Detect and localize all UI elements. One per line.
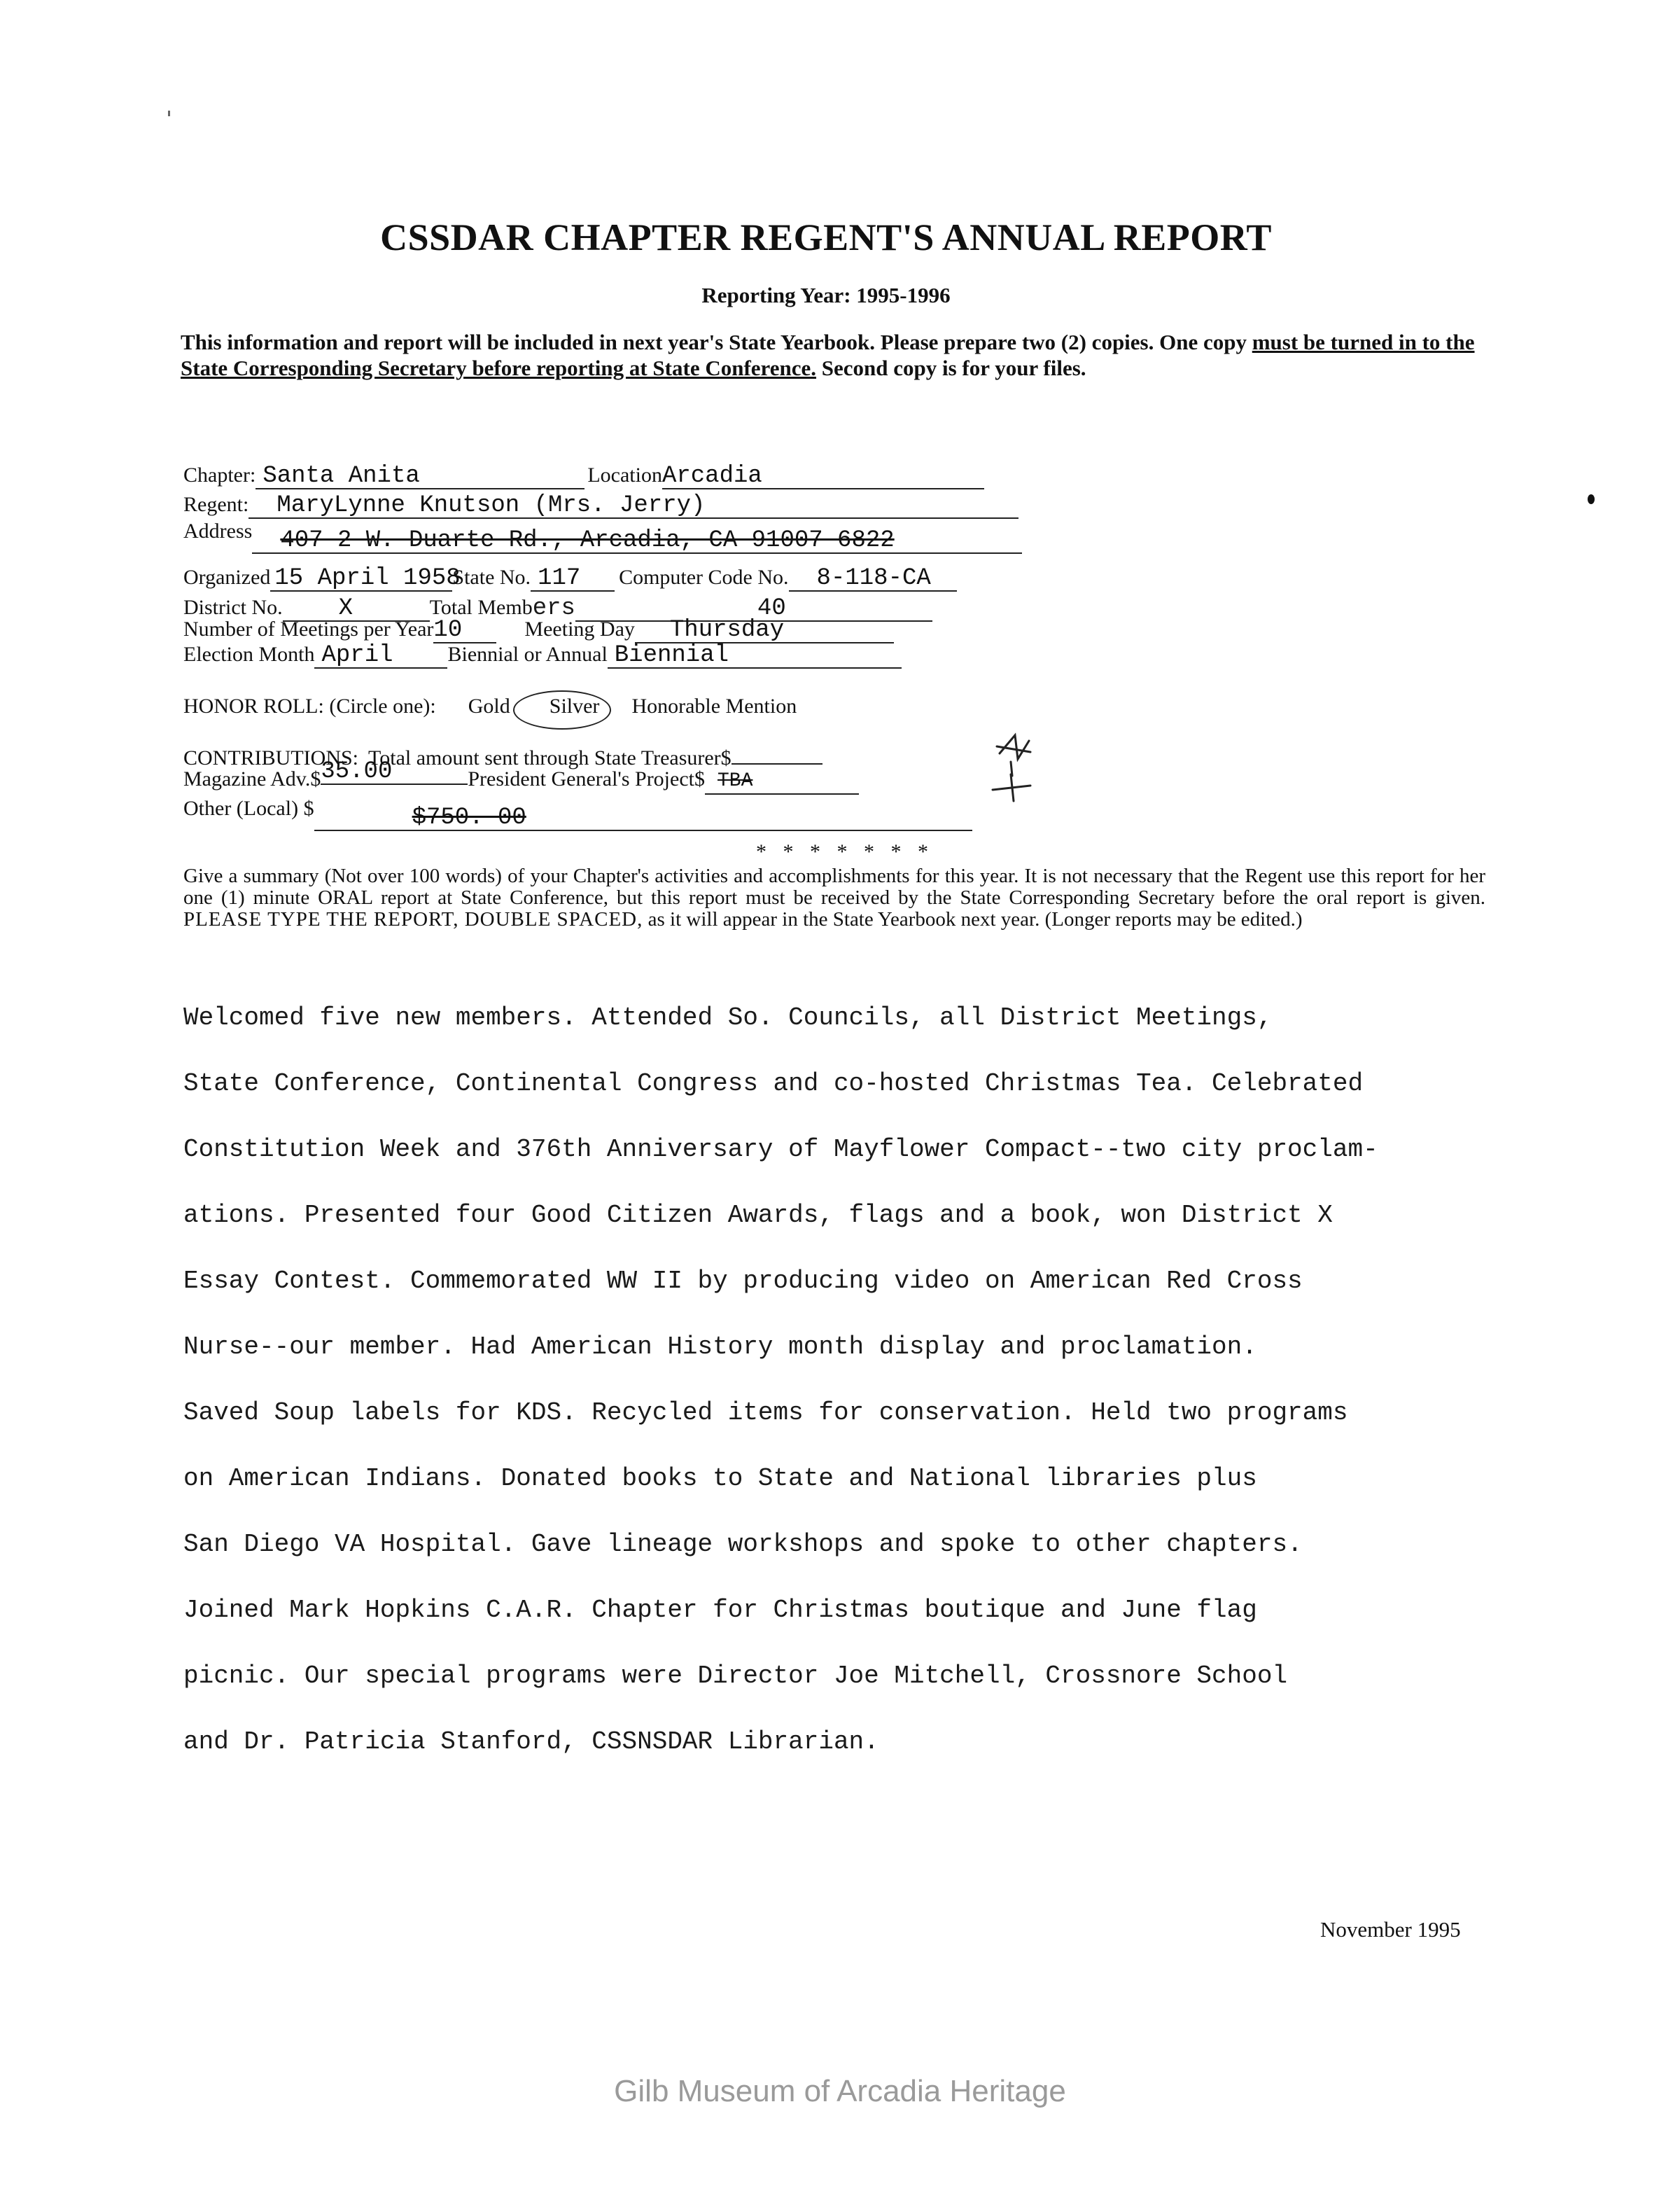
state-treasurer-label: Total amount sent through State Treasurer$ xyxy=(368,746,732,770)
summary-line: San Diego VA Hospital. Gave lineage workshops and spoke to other chapters. xyxy=(183,1530,1303,1559)
honor-option-honorable-mention[interactable]: Honorable Mention xyxy=(631,695,797,718)
instructions-text-1: Give a summary (Not over 100 words) of your Chapter's activities and accomplishments for this year. It is not necessary that the Regent use this report for her one (1) minute ORAL report at State Conference, but this report must be received by the State Corresponding Secretary before the oral report is given. xyxy=(183,865,1485,909)
honor-roll-line xyxy=(183,695,797,718)
other-line xyxy=(183,797,972,831)
summary-line: Saved Soup labels for KDS. Recycled items for conservation. Held two programs xyxy=(183,1398,1348,1427)
instructions-text-2: as it will appear in the State Yearbook next year. (Longer reports may be edited.) xyxy=(643,908,1303,931)
organized-line xyxy=(183,566,957,592)
total-members-field[interactable]: 40 xyxy=(575,597,932,622)
summary-line: on American Indians. Donated books to State and National libraries plus xyxy=(183,1464,1257,1493)
magazine-field[interactable]: 35.00 xyxy=(321,760,468,785)
election-field[interactable]: April xyxy=(314,643,447,669)
date-note: November 1995 xyxy=(1320,1917,1461,1942)
instructions-paragraph xyxy=(183,865,1485,931)
meetings-line xyxy=(183,618,894,643)
address-label: Address xyxy=(183,520,253,543)
intro-paragraph xyxy=(181,329,1483,381)
handwritten-star-mark xyxy=(987,725,1043,802)
summary-line: Essay Contest. Commemorated WW II by producing video on American Red Cross xyxy=(183,1267,1303,1295)
honor-roll-label: HONOR ROLL: (Circle one): xyxy=(183,695,436,718)
location-label: Location xyxy=(587,464,662,487)
meetings-field[interactable]: 10 xyxy=(433,618,496,643)
regent-label: Regent: xyxy=(183,493,249,516)
magazine-label: Magazine Adv.$ xyxy=(183,767,321,791)
gold-selection-circle xyxy=(513,690,611,730)
meeting-day-label: Meeting Day xyxy=(524,618,635,641)
report-title: CSSDAR CHAPTER REGENT'S ANNUAL REPORT xyxy=(380,216,1272,258)
instructions-caps: PLEASE TYPE THE REPORT, DOUBLE SPACED, xyxy=(183,908,643,931)
district-label: District No. xyxy=(183,596,283,619)
summary-line: Constitution Week and 376th Anniversary of Mayflower Compact--two city proclam- xyxy=(183,1135,1378,1164)
state-no-label: State No. xyxy=(452,566,531,589)
regent-line xyxy=(183,493,1018,519)
chapter-label: Chapter: xyxy=(183,464,256,487)
election-line xyxy=(183,643,902,669)
summary-line: Welcomed five new members. Attended So. Councils, all District Meetings, xyxy=(183,1003,1273,1032)
summary-line: Nurse--our member. Had American History month display and proclamation. xyxy=(183,1332,1257,1361)
organized-label: Organized xyxy=(183,566,271,589)
summary-line: ations. Presented four Good Citizen Awards, flags and a book, won District X xyxy=(183,1201,1333,1230)
address-field[interactable]: 407-2 W. Duarte Rd., Arcadia, CA 91007-6822 xyxy=(252,529,1022,554)
district-field[interactable]: X xyxy=(283,597,430,622)
meeting-day-field[interactable]: Thursday xyxy=(635,618,894,643)
address-line xyxy=(183,520,1022,554)
scan-speck xyxy=(1588,494,1595,504)
chapter-summary xyxy=(183,1003,1513,1792)
honor-option-silver[interactable]: Silver xyxy=(549,695,600,718)
election-label: Election Month xyxy=(183,643,315,666)
computer-code-field[interactable]: 8-118-CA xyxy=(789,566,957,592)
chapter-line xyxy=(183,464,984,489)
biennial-label: Biennial or Annual xyxy=(447,643,608,666)
summary-line: State Conference, Continental Congress and co-hosted Christmas Tea. Celebrated xyxy=(183,1069,1364,1098)
honor-option-gold[interactable]: Gold xyxy=(468,695,510,718)
president-label: President General's Project$ xyxy=(468,767,705,791)
separator-stars: * * * * * * * xyxy=(756,840,934,863)
organized-field[interactable]: 15 April 1958 xyxy=(270,566,452,592)
state-no-field[interactable]: 117 xyxy=(531,566,615,592)
biennial-field[interactable]: Biennial xyxy=(608,643,902,669)
state-treasurer-field[interactable] xyxy=(732,763,822,765)
total-members-typed-suffix: ers xyxy=(532,595,575,622)
meetings-label: Number of Meetings per Year xyxy=(183,618,434,641)
contributions-label: CONTRIBUTIONS: xyxy=(183,746,359,770)
chapter-field[interactable]: Santa Anita xyxy=(255,464,584,489)
location-field[interactable]: Arcadia xyxy=(662,464,984,489)
summary-line: Joined Mark Hopkins C.A.R. Chapter for Christmas boutique and June flag xyxy=(183,1596,1257,1624)
intro-text-2: Second copy is for your files. xyxy=(816,356,1086,380)
regent-field[interactable]: MaryLynne Knutson (Mrs. Jerry) xyxy=(248,494,1018,519)
president-field[interactable]: TBA xyxy=(705,770,859,795)
museum-watermark: Gilb Museum of Arcadia Heritage xyxy=(614,2074,1066,2108)
scan-speck xyxy=(168,111,170,116)
contributions-line xyxy=(183,746,822,770)
other-label: Other (Local) $ xyxy=(183,797,314,820)
computer-code-label: Computer Code No. xyxy=(619,566,789,589)
summary-line: picnic. Our special programs were Director Joe Mitchell, Crossnore School xyxy=(183,1662,1288,1690)
intro-underlined: must be turned in to the State Corresponding Secretary before reporting at State Conference. xyxy=(181,330,1475,380)
intro-text-1: This information and report will be included in next year's State Yearbook. Please prepare two (2) copies. One copy xyxy=(181,330,1252,354)
other-field[interactable]: $750. 00 xyxy=(314,806,972,831)
summary-line: and Dr. Patricia Stanford, CSSNSDAR Librarian. xyxy=(183,1727,879,1756)
total-members-label: Total Memb xyxy=(429,596,533,619)
reporting-year: Reporting Year: 1995-1996 xyxy=(701,283,951,307)
